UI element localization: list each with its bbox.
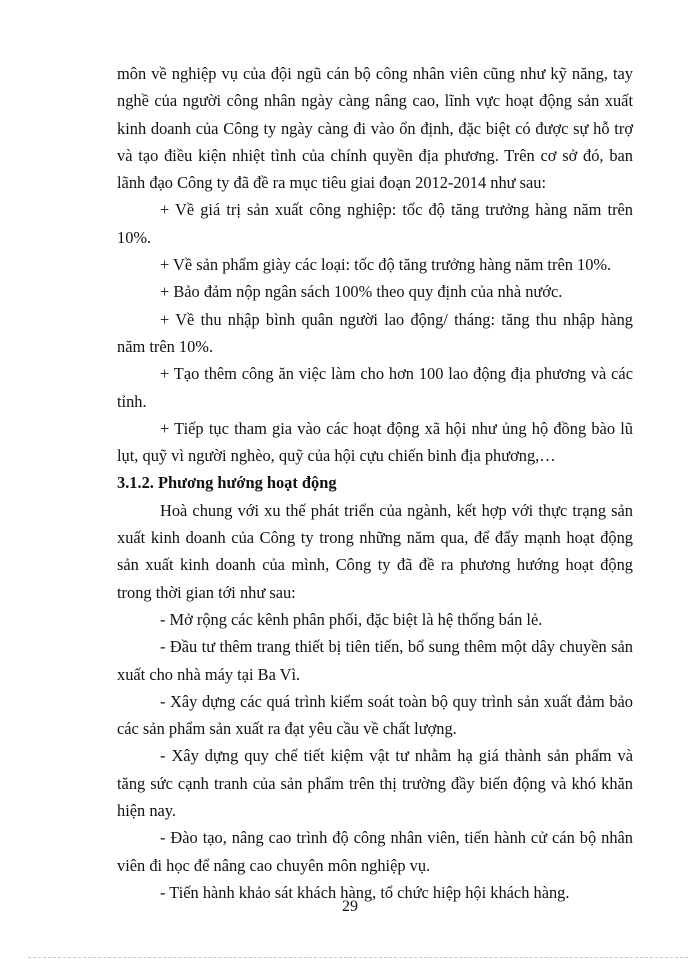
direction-intro-paragraph: Hoà chung với xu thế phát triển của ngành, kết hợp với thực trạng sản xuất kinh doanh của Công ty trong những năm qua, để đẩy mạnh hoạt động sản xuất kinh doanh của mình, Công ty đã đề ra phương hướng hoạt động trong thời gian tới như sau: bbox=[117, 500, 633, 602]
objective-item: + Về thu nhập bình quân người lao động/ tháng: tăng thu nhập hàng năm trên 10%. bbox=[117, 309, 633, 356]
objective-item: + Tạo thêm công ăn việc làm cho hơn 100 lao động địa phương và các tỉnh. bbox=[117, 364, 633, 411]
page-bottom-divider bbox=[28, 957, 688, 958]
objective-item: + Tiếp tục tham gia vào các hoạt động xã hội như ủng hộ đồng bào lũ lụt, quỹ vì người nghèo, quỹ của hội cựu chiến binh địa phương,… bbox=[117, 418, 633, 466]
direction-item: - Xây dựng các quá trình kiểm soát toàn bộ quy trình sản xuất đảm bảo các sản phẩm sản xuất ra đạt yêu cầu về chất lượng. bbox=[117, 691, 633, 739]
page-number: 29 bbox=[342, 898, 358, 915]
section-heading: 3.1.2. Phương hướng hoạt động bbox=[117, 473, 337, 493]
direction-item: - Mở rộng các kênh phân phối, đặc biệt là hệ thống bán lẻ. bbox=[160, 609, 543, 629]
direction-item: - Đào tạo, nâng cao trình độ công nhân viên, tiến hành cử cán bộ nhân viên đi học để nâng cao chuyên môn nghiệp vụ. bbox=[117, 828, 633, 875]
direction-item: - Xây dựng quy chế tiết kiệm vật tư nhằm hạ giá thành sản phẩm và tăng sức cạnh tranh của sản phẩm trên thị trường đầy biến động và khó khăn hiện nay. bbox=[117, 746, 633, 821]
direction-item: - Đầu tư thêm trang thiết bị tiên tiến, bổ sung thêm một dây chuyền sản xuất cho nhà máy tại Ba Vì. bbox=[117, 637, 633, 684]
page-content bbox=[117, 60, 633, 906]
objective-item: + Về giá trị sản xuất công nghiệp: tốc độ tăng trưởng hàng năm trên 10%. bbox=[117, 200, 633, 247]
intro-paragraph: môn về nghiệp vụ của đội ngũ cán bộ công nhân viên cũng như kỹ năng, tay nghề của người công nhân ngày càng nâng cao, lĩnh vực hoạt động sản xuất kinh doanh của Công ty ngày càng đi vào ổn định, đặc biệt có được sự hỗ trợ và tạo điều kiện nhiệt tình của chính quyền địa phương. Trên cơ sở đó, ban lãnh đạo Công ty đã đề ra mục tiêu giai đoạn 2012-2014 như sau: bbox=[117, 64, 633, 193]
direction-item: - Tiến hành khảo sát khách hàng, tổ chức hiệp hội khách hàng. bbox=[160, 882, 570, 902]
objective-item: + Về sản phẩm giày các loại: tốc độ tăng trưởng hàng năm trên 10%. bbox=[160, 255, 612, 275]
objective-item: + Bảo đảm nộp ngân sách 100% theo quy định của nhà nước. bbox=[160, 282, 563, 302]
